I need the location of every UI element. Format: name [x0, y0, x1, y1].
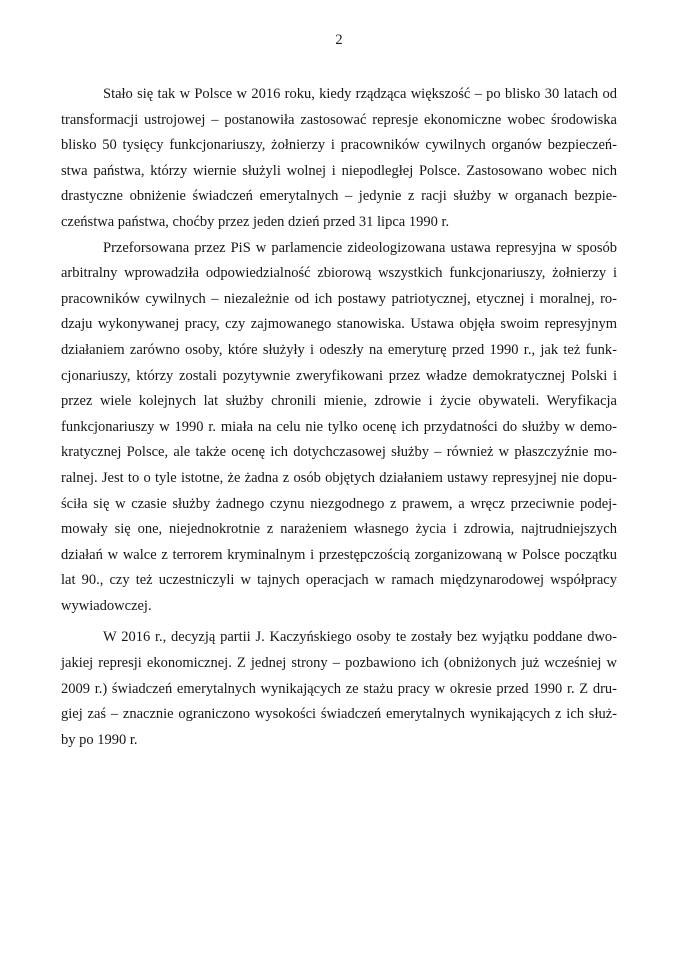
text-line: kratycznej Polsce, ale także ocenę ich dotychczasowej służby – również w płaszczyźnie mo-	[61, 444, 617, 461]
text-line: 2009 r.) świadczeń emerytalnych wynikających ze stażu pracy w okresie przed 1990 r. Z dru-	[61, 680, 617, 697]
page-body	[61, 82, 617, 753]
text-line: giej zaś – znacznie ograniczono wysokości świadczeń emerytalnych wynikających z ich służ-	[61, 706, 617, 723]
text-line: ralnej. Jest to o tyle istotne, że żadna z osób objętych działaniem ustawy represyjnej nie dopu-	[61, 469, 617, 486]
text-line: arbitralny wprowadziła odpowiedzialność zbiorową wszystkich funkcjonariuszy, żołnierzy i	[61, 265, 617, 282]
text-line: drastyczne obniżenie świadczeń emerytalnych – jedynie z racji służby w organach bezpie-	[61, 188, 617, 205]
text-line: mowały się one, niejednokrotnie z narażeniem własnego życia i zdrowia, najtrudniejszych	[61, 521, 617, 538]
text-line: lat 90., czy też uczestniczyli w tajnych operacjach w ramach międzynarodowej współpracy	[61, 572, 617, 589]
text-line: działaniem zarówno osoby, które służyły i odeszły na emeryturę przed 1990 r., jak też funk-	[61, 341, 617, 358]
text-line: przez wiele kolejnych lat służby chronili mienie, zdrowie i życie obywateli. Weryfikacja	[61, 393, 617, 410]
text-line: pracowników cywilnych – niezależnie od ich postawy patriotycznej, etycznej i moralnej, ro-	[61, 290, 617, 307]
page-number: 2	[335, 32, 343, 48]
text-line: ściła się w czasie służby żadnego czynu niezgodnego z prawem, a wręcz przeciwnie podej-	[61, 495, 617, 512]
text-line: czeństwa państwa, choćby przez jeden dzień przed 31 lipca 1990 r.	[61, 213, 450, 230]
text-line: W 2016 r., decyzją partii J. Kaczyńskiego osoby te zostały bez wyjątku poddane dwo-	[103, 629, 617, 646]
text-line: stwa państwa, którzy wiernie służyli wolnej i niepodległej Polsce. Zastosowano wobec nich	[61, 162, 617, 179]
text-line: cjonariuszy, którzy zostali pozytywnie zweryfikowani przez władze demokratycznej Polski i	[61, 367, 617, 384]
text-line: Stało się tak w Polsce w 2016 roku, kiedy rządząca większość – po blisko 30 latach od	[103, 86, 617, 102]
text-line: dzaju wykonywanej pracy, czy zajmowanego stanowiska. Ustawa objęła swoim represyjnym	[61, 316, 617, 333]
text-line: jakiej represji ekonomicznej. Z jednej strony – pozbawiono ich (obniżonych już wcześniej w	[61, 655, 617, 672]
text-line: transformacji ustrojowej – postanowiła zastosować represje ekonomiczne wobec środowiska	[61, 111, 617, 128]
text-line: funkcjonariuszy w 1990 r. miała na celu nie tylko ocenę ich przydatności do służby w demo-	[61, 418, 617, 435]
text-line: by po 1990 r.	[61, 731, 138, 748]
text-line: wywiadowczej.	[61, 597, 152, 614]
paragraph-2	[61, 236, 617, 620]
text-line: Przeforsowana przez PiS w parlamencie zideologizowana ustawa represyjna w sposób	[103, 239, 617, 256]
paragraph-3	[61, 625, 617, 753]
text-line: blisko 50 tysięcy funkcjonariuszy, żołnierzy i pracowników cywilnych organów bezpieczeń-	[61, 137, 617, 154]
paragraph-1	[61, 82, 617, 236]
text-line: działań w walce z terrorem kryminalnym i przestępczością zorganizowaną w Polsce początku	[61, 546, 617, 563]
